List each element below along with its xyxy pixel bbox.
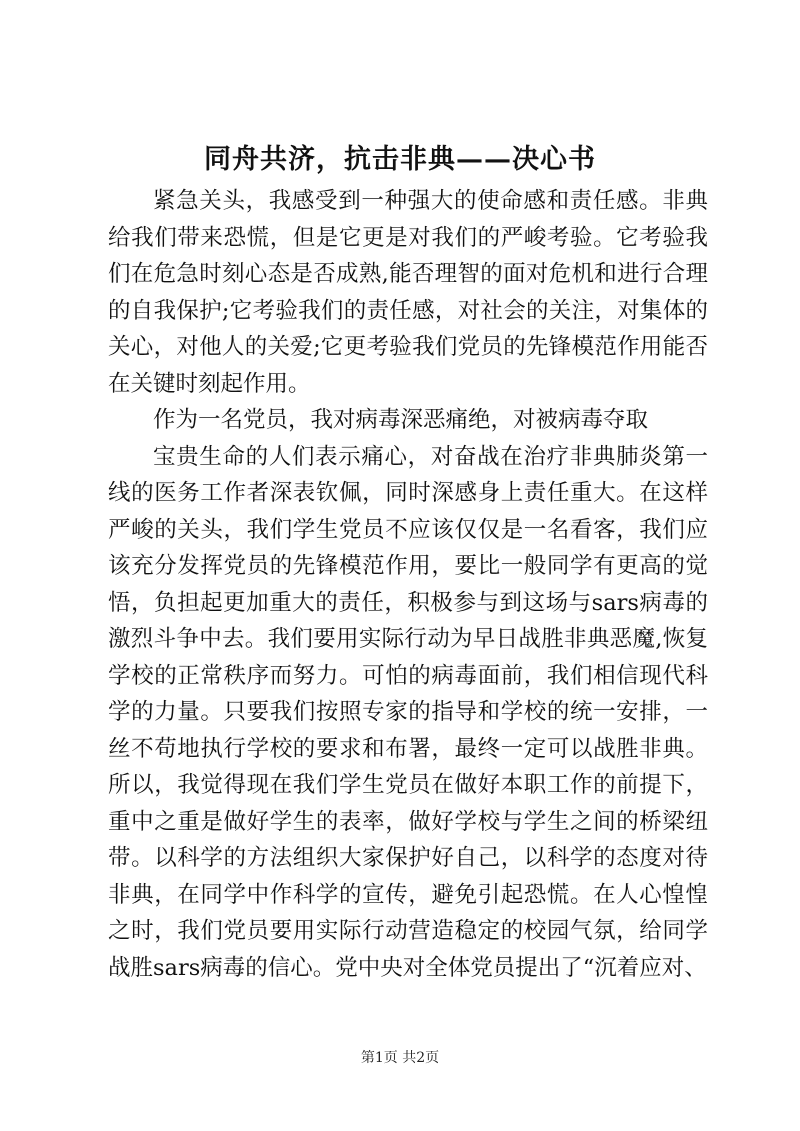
document-title: 同舟共济，抗击非典——决心书: [204, 144, 596, 175]
page-indicator: 第1页 共2页: [360, 1050, 440, 1066]
document-body: [108, 183, 708, 986]
paragraph-3: 宝贵生命的人们表示痛心，对奋战在治疗非典肺炎第一线的医务工作者深表钦佩，同时深感身上责任重大。在这样严峻的关头，我们学生党员不应该仅仅是一名看客，我们应该充分发挥党员的先锋模范作用，要比一般同学有更高的觉悟，负担起更加重大的责任，积极参与到这场与sars病毒的激烈斗争中去。我们要用实际行动为早日战胜非典恶魔,恢复学校的正常秩序而努力。可怕的病毒面前，我们相信现代科学的力量。只要我们按照专家的指导和学校的统一安排，一丝不苟地执行学校的要求和布署，最终一定可以战胜非典。所以，我觉得现在我们学生党员在做好本职工作的前提下，重中之重是做好学生的表率，做好学校与学生之间的桥梁纽带。以科学的方法组织大家保护好自己，以科学的态度对待非典，在同学中作科学的宣传，避免引起恐慌。在人心惶惶之时，我们党员要用实际行动营造稳定的校园气氛，给同学战胜sars病毒的信心。党中央对全体党员提出了“沉着应对、: [108, 443, 708, 981]
paragraph-2: 作为一名党员，我对病毒深恶痛绝，对被病毒夺取: [153, 407, 649, 433]
paragraph-1: 紧急关头，我感受到一种强大的使命感和责任感。非典给我们带来恐慌，但是它更是对我们的严峻考验。它考验我们在危急时刻心态是否成熟,能否理智的面对危机和进行合理的自我保护;它考验我们的责任感，对社会的关注，对集体的关心，对他人的关爱;它更考验我们党员的先锋模范作用能否在关键时刻起作用。: [108, 188, 708, 397]
page-footer: [0, 1048, 800, 1068]
